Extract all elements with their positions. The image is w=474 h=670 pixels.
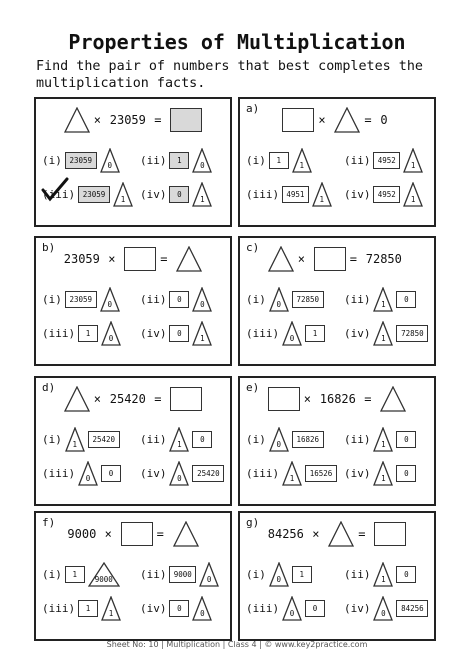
exercise-panel (34, 376, 232, 506)
equals-sign: = (364, 392, 372, 406)
option-label: (iii) (246, 467, 280, 480)
option-triangle-value: 9000 (94, 575, 113, 584)
option-triangle (373, 287, 393, 312)
answer-option[interactable] (42, 595, 134, 623)
option-triangle-value: 0 (200, 300, 205, 309)
answer-option[interactable] (42, 147, 134, 175)
option-triangle-value: 1 (381, 474, 386, 483)
equation-number: 9000 (67, 527, 97, 541)
option-triangle (403, 148, 423, 173)
option-label: (ii) (140, 568, 167, 581)
option-triangle-value: 1 (381, 440, 386, 449)
option-label: (iii) (42, 467, 76, 480)
option-triangle-value: 1 (289, 474, 295, 483)
answer-option[interactable] (344, 460, 436, 488)
option-label: (ii) (344, 433, 371, 446)
equation-number: 72850 (365, 252, 402, 266)
answer-option[interactable] (140, 181, 232, 209)
option-label: (ii) (140, 154, 167, 167)
answer-box[interactable] (282, 108, 314, 132)
option-box-value: 1 (78, 600, 98, 617)
triangle-shape-shape (65, 108, 89, 132)
option-label: (i) (42, 154, 62, 167)
option-box-value: 1 (169, 152, 189, 169)
answer-box[interactable] (124, 247, 156, 271)
option-triangle (101, 321, 121, 346)
instruction-line-2: multiplication facts. (36, 76, 206, 91)
option-box-value: 0 (396, 465, 416, 482)
option-triangle-value: 0 (107, 161, 113, 170)
triangle-shape (176, 246, 202, 272)
option-box-value: 0 (169, 291, 189, 308)
equals-sign: = (156, 527, 164, 541)
option-triangle (269, 287, 289, 312)
answer-option[interactable] (246, 286, 338, 314)
answer-option[interactable] (42, 460, 134, 488)
instructions (36, 58, 456, 92)
option-triangle (373, 427, 393, 452)
answer-option[interactable] (344, 320, 436, 348)
answer-option[interactable] (344, 181, 436, 209)
option-triangle (192, 287, 212, 312)
option-triangle-value: 0 (289, 334, 295, 343)
option-box-value: 4952 (373, 186, 400, 203)
option-triangle-value: 1 (410, 195, 416, 204)
option-label: (iv) (140, 327, 167, 340)
answer-option[interactable] (140, 595, 232, 623)
exercise-panel (34, 236, 232, 366)
option-triangle-value: 1 (381, 334, 386, 343)
option-label: (ii) (140, 293, 167, 306)
option-triangle (403, 182, 423, 207)
triangle-shape (173, 521, 199, 547)
option-box-value: 25420 (192, 465, 224, 482)
answer-triangle[interactable] (173, 521, 199, 547)
times-sign: × (303, 392, 311, 406)
option-label: (ii) (344, 568, 371, 581)
option-box-value: 84256 (396, 600, 428, 617)
triangle-shape-shape (65, 387, 89, 411)
exercise-panel (34, 511, 232, 641)
option-triangle (192, 321, 212, 346)
option-label: (i) (42, 568, 62, 581)
option-label: (iv) (344, 188, 371, 201)
option-triangle-value: 1 (200, 195, 205, 204)
equals-sign: = (364, 113, 372, 127)
option-box-value: 1 (78, 325, 98, 342)
answer-option[interactable] (42, 561, 134, 589)
option-triangle-value: 1 (299, 161, 305, 170)
option-box-value: 0 (396, 566, 416, 583)
times-sign: × (93, 113, 101, 127)
answer-box[interactable] (170, 108, 202, 132)
triangle-shape (268, 246, 294, 272)
option-box-value: 4951 (282, 186, 309, 203)
option-triangle (100, 148, 120, 173)
triangle-shape (64, 107, 90, 133)
option-triangle (113, 182, 133, 207)
option-label: (iii) (42, 602, 76, 615)
option-label: (i) (42, 293, 62, 306)
answer-option[interactable] (344, 561, 436, 589)
option-triangle-value: 0 (108, 334, 114, 343)
answer-option[interactable] (344, 426, 436, 454)
option-box-value: 1 (305, 325, 325, 342)
answer-option[interactable] (246, 320, 338, 348)
option-triangle-value: 0 (200, 161, 205, 170)
option-label: (iii) (246, 602, 280, 615)
answer-option[interactable] (140, 460, 232, 488)
equals-sign: = (154, 113, 162, 127)
equation-number: 16826 (319, 392, 356, 406)
answer-triangle[interactable] (268, 246, 294, 272)
exercise-panel (238, 97, 436, 227)
option-box-value: 4952 (373, 152, 400, 169)
option-label: (ii) (344, 293, 371, 306)
option-box-value: 0 (396, 291, 416, 308)
option-triangle-value: 1 (319, 195, 325, 204)
equation-number: 23059 (63, 252, 100, 266)
times-sign: × (312, 527, 320, 541)
option-box-value: 0 (101, 465, 121, 482)
option-triangle-value: 0 (200, 609, 205, 618)
option-triangle (192, 182, 212, 207)
answer-box[interactable] (170, 387, 202, 411)
times-sign: × (108, 252, 116, 266)
answer-option[interactable] (246, 460, 338, 488)
option-label: (iii) (42, 327, 76, 340)
option-triangle (192, 596, 212, 621)
answer-box[interactable] (268, 387, 300, 411)
option-box-value: 16526 (305, 465, 337, 482)
option-label: (iv) (344, 327, 371, 340)
option-triangle-value: 1 (410, 161, 416, 170)
option-triangle-value: 0 (276, 440, 282, 449)
triangle-shape (334, 107, 360, 133)
option-triangle (192, 148, 212, 173)
option-triangle (373, 596, 393, 621)
triangle-shape-shape (177, 247, 201, 271)
option-triangle (312, 182, 332, 207)
option-label: (ii) (344, 154, 371, 167)
triangle-shape-shape (381, 387, 405, 411)
answer-option[interactable] (344, 147, 436, 175)
option-triangle-value: 0 (381, 609, 386, 618)
page-footer: Sheet No: 10 | Multiplication | Class 4 | © www.key2practice.com (106, 640, 368, 649)
exercise-panel (238, 376, 436, 506)
option-label: (iv) (140, 602, 167, 615)
option-triangle (78, 461, 98, 486)
exercise-panel (238, 511, 436, 641)
equals-sign: = (154, 392, 162, 406)
exercise-panel (238, 236, 436, 366)
option-triangle (282, 596, 302, 621)
option-box-value: 1 (292, 566, 312, 583)
equation-number: 25420 (109, 392, 146, 406)
answer-option[interactable] (246, 426, 338, 454)
instruction-line-1: Find the pair of numbers that best completes the (36, 59, 423, 74)
answer-box[interactable] (314, 247, 346, 271)
triangle-shape (328, 521, 354, 547)
times-sign: × (104, 527, 112, 541)
equals-sign: = (358, 527, 366, 541)
answer-option[interactable] (42, 286, 134, 314)
option-triangle (373, 562, 393, 587)
option-triangle (373, 461, 393, 486)
option-label: (iv) (344, 602, 371, 615)
option-triangle (169, 461, 189, 486)
equation-number: 23059 (109, 113, 146, 127)
option-triangle-value: 0 (289, 609, 295, 618)
option-label: (iv) (140, 188, 167, 201)
answer-option[interactable] (140, 561, 232, 589)
triangle-shape-shape (269, 247, 293, 271)
option-triangle-value: 1 (177, 440, 182, 449)
times-sign: × (93, 392, 101, 406)
option-triangle-value: 1 (120, 195, 126, 204)
option-triangle-value: 0 (276, 300, 282, 309)
option-box-value: 25420 (88, 431, 120, 448)
checkmark-stroke (43, 179, 67, 199)
answer-triangle[interactable] (64, 107, 90, 133)
answer-box[interactable] (121, 522, 153, 546)
answer-option[interactable] (140, 286, 232, 314)
exercise-label: f) (42, 516, 56, 529)
option-triangle (100, 287, 120, 312)
answer-option[interactable] (140, 320, 232, 348)
option-triangle (199, 562, 219, 587)
option-label: (iii) (246, 188, 280, 201)
answer-triangle[interactable] (64, 386, 90, 412)
option-label: (iii) (246, 327, 280, 340)
option-box-value: 0 (192, 431, 212, 448)
exercise-label: a) (246, 102, 260, 115)
answer-option[interactable] (140, 426, 232, 454)
option-triangle-value: 1 (200, 334, 205, 343)
option-triangle-value: 0 (107, 300, 113, 309)
answer-option[interactable] (246, 181, 338, 209)
page-title: Properties of Multiplication (68, 30, 406, 54)
answer-triangle[interactable] (328, 521, 354, 547)
answer-option[interactable] (140, 147, 232, 175)
exercise-panel (34, 97, 232, 227)
answer-option[interactable] (42, 426, 134, 454)
option-box-value: 72850 (292, 291, 324, 308)
option-box-value: 0 (396, 431, 416, 448)
triangle-shape-shape (174, 522, 198, 546)
answer-option[interactable] (344, 286, 436, 314)
exercise-label: b) (42, 241, 56, 254)
option-triangle (373, 321, 393, 346)
option-triangle (101, 596, 121, 621)
triangle-shape-shape (329, 522, 353, 546)
equals-sign: = (349, 252, 357, 266)
option-box-value: 0 (305, 600, 325, 617)
option-box-value: 23059 (65, 152, 97, 169)
option-label: (i) (246, 154, 266, 167)
option-triangle-value: 0 (177, 474, 182, 483)
triangle-shape-shape (335, 108, 359, 132)
equation-number: 0 (380, 113, 388, 127)
option-box-value: 23059 (65, 291, 97, 308)
answer-option[interactable] (246, 561, 338, 589)
times-sign: × (297, 252, 305, 266)
answer-option[interactable] (42, 181, 134, 209)
option-box-value: 0 (169, 186, 189, 203)
exercise-label: e) (246, 381, 260, 394)
exercise-label: g) (246, 516, 260, 529)
equals-sign: = (160, 252, 168, 266)
exercise-label: c) (246, 241, 260, 254)
answer-triangle[interactable] (334, 107, 360, 133)
option-triangle-value: 0 (276, 575, 282, 584)
option-box-value: 9000 (169, 566, 196, 583)
option-triangle-value: 1 (381, 575, 386, 584)
option-triangle (269, 562, 289, 587)
option-label: (iv) (140, 467, 167, 480)
option-triangle-value: 1 (381, 300, 386, 309)
option-label: (i) (246, 568, 266, 581)
option-triangle-value: 0 (206, 575, 212, 584)
option-label: (iv) (344, 467, 371, 480)
option-triangle-value: 0 (85, 474, 91, 483)
option-label: (iii) (42, 188, 76, 201)
option-box-value: 0 (169, 600, 189, 617)
option-triangle-value: 1 (108, 609, 114, 618)
answer-option[interactable] (42, 320, 134, 348)
option-box-value: 1 (269, 152, 289, 169)
option-box-value: 0 (169, 325, 189, 342)
option-label: (i) (42, 433, 62, 446)
option-box-value: 72850 (396, 325, 428, 342)
option-triangle (292, 148, 312, 173)
answer-option[interactable] (246, 595, 338, 623)
answer-box[interactable] (374, 522, 406, 546)
answer-option[interactable] (344, 595, 436, 623)
answer-option[interactable] (246, 147, 338, 175)
option-label: (i) (246, 433, 266, 446)
option-triangle (282, 321, 302, 346)
option-triangle (282, 461, 302, 486)
times-sign: × (318, 113, 326, 127)
option-label: (i) (246, 293, 266, 306)
option-triangle-value: 1 (72, 440, 78, 449)
triangle-shape (380, 386, 406, 412)
answer-triangle[interactable] (380, 386, 406, 412)
option-triangle (65, 427, 85, 452)
option-label: (ii) (140, 433, 167, 446)
option-box-value: 23059 (78, 186, 110, 203)
option-box-value: 16826 (292, 431, 324, 448)
equation-number: 84256 (267, 527, 304, 541)
exercise-label: d) (42, 381, 56, 394)
option-triangle (169, 427, 189, 452)
option-triangle (269, 427, 289, 452)
option-triangle (88, 562, 120, 587)
triangle-shape (64, 386, 90, 412)
answer-triangle[interactable] (176, 246, 202, 272)
option-box-value: 1 (65, 566, 85, 583)
checkmark-icon (40, 177, 70, 203)
